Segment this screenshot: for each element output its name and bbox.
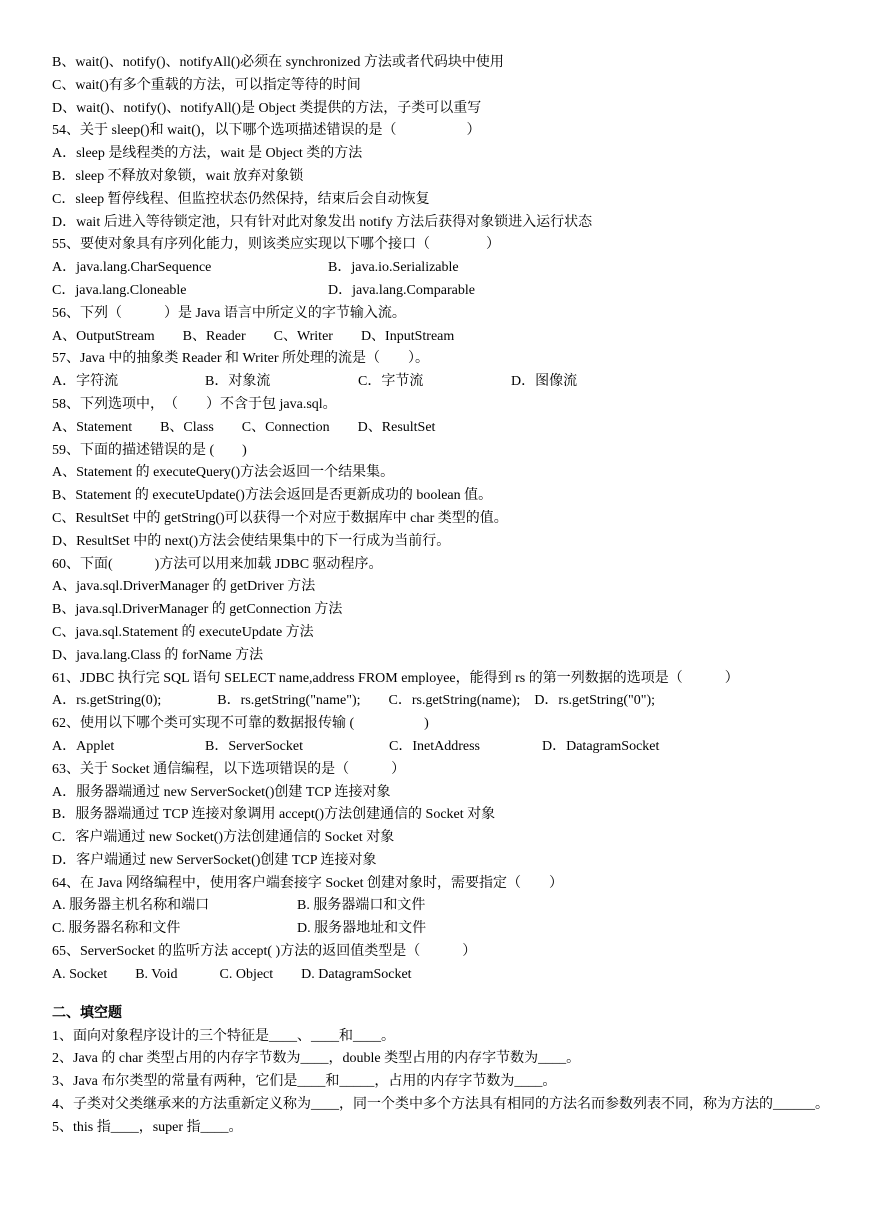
option-row <box>52 895 832 918</box>
option-d: D. 服务器地址和文件 <box>297 921 427 937</box>
option-row <box>52 918 832 941</box>
question-59: 59、下面的描述错误的是 ( ) <box>52 442 247 458</box>
question-65: 65、ServerSocket 的监听方法 accept( )方法的返回值类型是（ ） <box>52 944 477 960</box>
option-line: D、java.lang.Class 的 forName 方法 <box>52 647 264 663</box>
document-page <box>52 52 832 1140</box>
option-a: A．Applet <box>52 738 115 754</box>
option-b: B．ServerSocket <box>205 738 303 754</box>
option-line: C、ResultSet 中的 getString()可以获得一个对应于数据库中 char 类型的值。 <box>52 510 508 526</box>
option-line: D、ResultSet 中的 next()方法会使结果集中的下一行成为当前行。 <box>52 533 451 549</box>
option-a: A．java.lang.CharSequence <box>52 260 212 276</box>
question-62: 62、使用以下哪个类可实现不可靠的数据报传输 ( ) <box>52 716 429 732</box>
fill-blank-item: 4、子类对父类继承来的方法重新定义称为____，同一个类中多个方法具有相同的方法名而参数列表不同，称为方法的______。 <box>52 1097 829 1113</box>
option-c: C．java.lang.Cloneable <box>52 282 187 298</box>
fill-blank-item: 1、面向对象程序设计的三个特征是____、____和____。 <box>52 1028 395 1044</box>
option-row <box>52 280 832 303</box>
option-row <box>52 736 832 759</box>
option-c: C．字节流 <box>358 374 424 390</box>
option-line: C、java.sql.Statement 的 executeUpdate 方法 <box>52 624 314 640</box>
option-line: B、java.sql.DriverManager 的 getConnection 方法 <box>52 602 343 618</box>
option-c: C. 服务器名称和文件 <box>52 921 181 937</box>
option-line: D．wait 后进入等待锁定池，只有针对此对象发出 notify 方法后获得对象锁进入运行状态 <box>52 214 593 230</box>
question-55: 55、要使对象具有序列化能力，则该类应实现以下哪个接口（ ） <box>52 237 500 253</box>
option-line: A．rs.getString(0); B．rs.getString("name"); C．rs.getString(name); D．rs.getString("0"); <box>52 693 656 709</box>
question-58: 58、下列选项中， （ ）不含于包 java.sql。 <box>52 396 337 412</box>
option-line: B、Statement 的 executeUpdate()方法会返回是否更新成功的 boolean 值。 <box>52 488 493 504</box>
question-64: 64、在 Java 网络编程中，使用客户端套接字 Socket 创建对象时，需要指定（ ） <box>52 875 563 891</box>
question-57: 57、Java 中的抽象类 Reader 和 Writer 所处理的流是（ ）。 <box>52 351 429 367</box>
option-b: B. 服务器端口和文件 <box>297 898 426 914</box>
fill-blank-item: 2、Java 的 char 类型占用的内存字节数为____，double 类型占用的内存字节数为____。 <box>52 1051 581 1067</box>
option-line: A、Statement B、Class C、Connection D、ResultSet <box>52 419 436 435</box>
option-b: B．对象流 <box>205 374 271 390</box>
option-line: A、OutputStream B、Reader C、Writer D、InputStream <box>52 328 455 344</box>
option-d: D．java.lang.Comparable <box>328 282 475 298</box>
option-line: A、Statement 的 executeQuery()方法会返回一个结果集。 <box>52 465 395 481</box>
option-line: C．sleep 暂停线程、但监控状态仍然保持，结束后会自动恢复 <box>52 191 430 207</box>
option-line: C．客户端通过 new Socket()方法创建通信的 Socket 对象 <box>52 830 395 846</box>
option-a: A. 服务器主机名称和端口 <box>52 898 210 914</box>
text-line: B、wait()、notify()、notifyAll()必须在 synchronized 方法或者代码块中使用 <box>52 55 504 70</box>
option-row <box>52 257 832 280</box>
question-61: 61、JDBC 执行完 SQL 语句 SELECT name,address FROM employee，能得到 rs 的第一列数据的选项是（ ） <box>52 670 739 686</box>
fill-blank-item: 5、this 指____，super 指____。 <box>52 1119 243 1135</box>
option-line: A．sleep 是线程类的方法，wait 是 Object 类的方法 <box>52 146 363 162</box>
option-row <box>52 371 832 394</box>
option-d: D．DatagramSocket <box>542 738 660 754</box>
text-line: D、wait()、notify()、notifyAll()是 Object 类提供的方法，子类可以重写 <box>52 100 482 116</box>
option-a: A．字符流 <box>52 374 119 390</box>
option-line: B．服务器端通过 TCP 连接对象调用 accept()方法创建通信的 Socket 对象 <box>52 807 496 823</box>
option-line: D．客户端通过 new ServerSocket()创建 TCP 连接对象 <box>52 852 377 868</box>
text-line: C、wait()有多个重载的方法，可以指定等待的时间 <box>52 77 361 93</box>
spacer <box>52 987 832 1002</box>
question-56: 56、下列（ ）是 Java 语言中所定义的字节输入流。 <box>52 305 406 321</box>
option-b: B．java.io.Serializable <box>328 260 459 276</box>
option-c: C．InetAddress <box>389 738 480 754</box>
question-54: 54、关于 sleep()和 wait()，以下哪个选项描述错误的是（ ） <box>52 123 481 139</box>
option-line: A、java.sql.DriverManager 的 getDriver 方法 <box>52 579 316 595</box>
option-line: A．服务器端通过 new ServerSocket()创建 TCP 连接对象 <box>52 784 391 800</box>
option-line: A. Socket B. Void C. Object D. DatagramSocket <box>52 966 412 982</box>
question-63: 63、关于 Socket 通信编程，以下选项错误的是（ ） <box>52 761 406 777</box>
question-60: 60、下面( )方法可以用来加载 JDBC 驱动程序。 <box>52 556 383 572</box>
option-line: B．sleep 不释放对象锁，wait 放弃对象锁 <box>52 168 304 184</box>
fill-blank-item: 3、Java 布尔类型的常量有两种，它们是____和_____，占用的内存字节数为____。 <box>52 1074 557 1090</box>
section-heading: 二、填空题 <box>52 1005 122 1021</box>
option-d: D．图像流 <box>511 374 578 390</box>
